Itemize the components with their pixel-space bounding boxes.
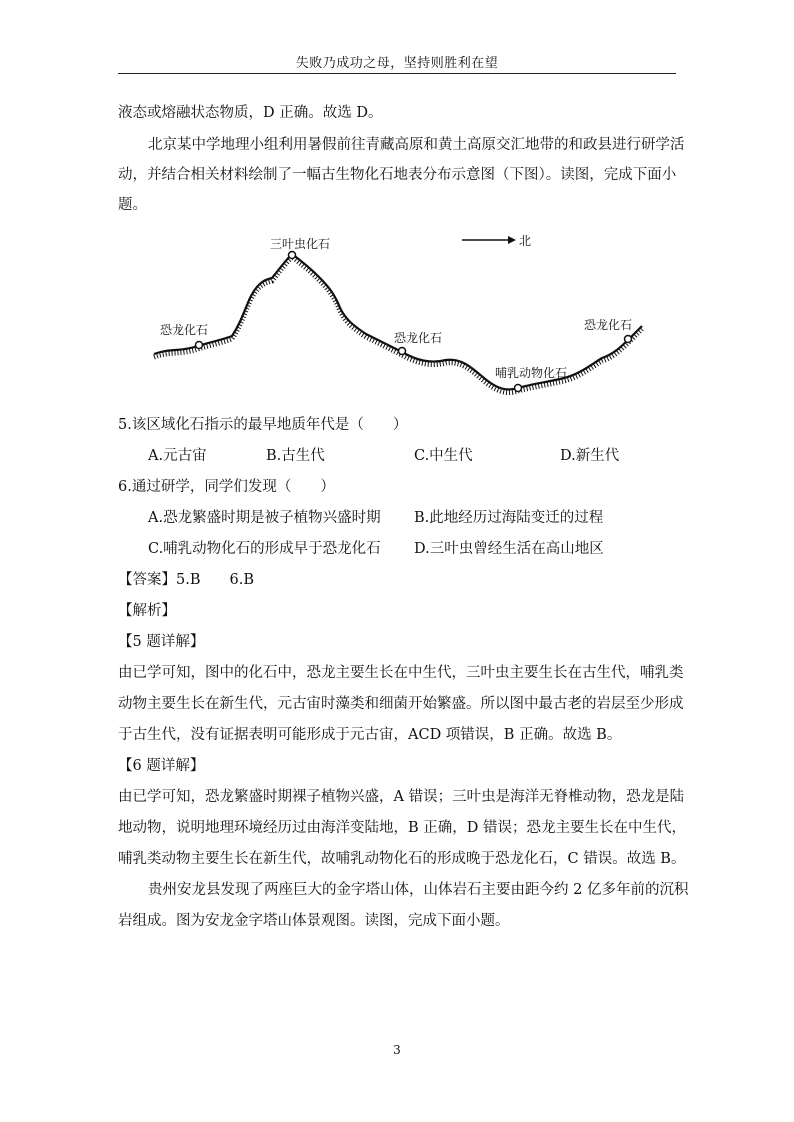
label-north: 北: [519, 234, 532, 248]
detail-5-line: 动物主要生长在新生代，元古宙时藻类和细菌开始繁盛。所以图中最古老的岩层至少形成: [118, 696, 684, 712]
label-trilobite-fossil: 三叶虫化石: [270, 237, 331, 251]
question-5-option-b: B.古生代: [266, 448, 325, 464]
detail-5-heading: 【5 题详解】: [118, 634, 205, 650]
analysis-heading: 【解析】: [118, 603, 176, 619]
detail-5-line: 于古生代，没有证据表明可能形成于元古宙，ACD 项错误，B 正确。故选 B。: [118, 727, 622, 743]
question-6-option-a: A.恐龙繁盛时期是被子植物兴盛时期: [148, 510, 381, 526]
page-number: 3: [393, 1043, 401, 1057]
site-marker-dino-left: [196, 342, 203, 349]
question-5-option-d: D.新生代: [560, 448, 620, 464]
detail-6-line: 由已学可知，恐龙繁盛时期裸子植物兴盛，A 错误；三叶虫是海洋无脊椎动物，恐龙是陆: [118, 789, 685, 805]
detail-5-line: 由已学可知，图中的化石中，恐龙主要生长在中生代，三叶虫主要生长在古生代，哺乳类: [118, 665, 684, 681]
site-marker-mammal: [515, 385, 522, 392]
detail-6-heading: 【6 题详解】: [118, 758, 205, 774]
next-passage-line: 贵州安龙县发现了两座巨大的金字塔山体，山体岩石主要由距今约 2 亿多年前的沉积: [148, 882, 689, 898]
terrain-profile: [154, 254, 642, 390]
detail-6-line: 哺乳类动物主要生长在新生代，故哺乳动物化石的形成晚于恐龙化石，C 错误。故选 B。: [118, 851, 686, 867]
question-6-stem: 6.通过研学，同学们发现（ ）: [118, 479, 335, 495]
header-divider: [118, 73, 676, 74]
detail-6-line: 地动物，说明地理环境经历过由海洋变陆地，B 正确，D 错误；恐龙主要生长在中生代，: [118, 820, 686, 836]
fossil-distribution-diagram: [140, 228, 660, 408]
answer-line: 【答案】5.B 6.B: [118, 572, 254, 588]
label-mammal-fossil: 哺乳动物化石: [495, 366, 568, 380]
question-5-option-a: A.元古宙: [148, 448, 207, 464]
question-6-option-b: B.此地经历过海陆变迁的过程: [414, 510, 604, 526]
north-arrow-icon: [508, 236, 516, 244]
question-5-option-c: C.中生代: [414, 448, 473, 464]
site-marker-dino-right: [625, 336, 632, 343]
label-dinosaur-fossil-mid: 恐龙化石: [394, 331, 443, 345]
site-marker-dino-mid: [399, 348, 406, 355]
question-5-stem: 5.该区域化石指示的最早地质年代是（ ）: [118, 417, 408, 433]
page-header-motto: 失败乃成功之母，坚持则胜利在望: [295, 56, 499, 71]
next-passage-line: 岩组成。图为安龙金字塔山体景观图。读图，完成下面小题。: [118, 913, 510, 929]
paragraph-line: 动，并结合相关材料绘制了一幅古生物化石地表分布示意图（下图）。读图，完成下面小: [118, 167, 677, 183]
question-6-option-c: C.哺乳动物化石的形成早于恐龙化石: [148, 541, 381, 557]
paragraph-line: 北京某中学地理小组利用暑假前往青藏高原和黄土高原交汇地带的和政县进行研学活: [148, 137, 685, 153]
question-6-option-d: D.三叶虫曾经生活在高山地区: [414, 541, 604, 557]
label-dinosaur-fossil-right: 恐龙化石: [584, 318, 633, 332]
site-marker-trilobite: [289, 252, 296, 259]
terrain-hatching: [154, 257, 642, 393]
paragraph-line: 题。: [118, 197, 147, 213]
label-dinosaur-fossil-left: 恐龙化石: [160, 323, 209, 337]
paragraph-line: 液态或熔融状态物质，D 正确。故选 D。: [118, 105, 383, 121]
